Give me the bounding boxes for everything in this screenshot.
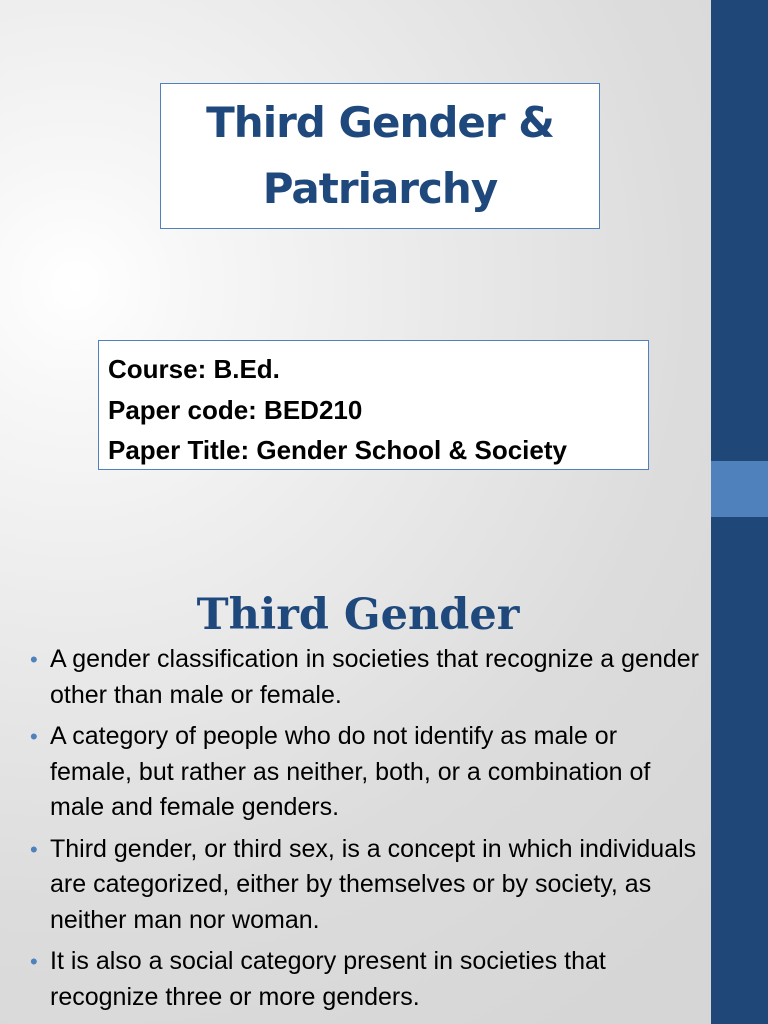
bullet-icon: • bbox=[30, 836, 38, 862]
course-label: Course: B.Ed. bbox=[108, 354, 280, 384]
bullet-icon: • bbox=[30, 647, 38, 672]
bullet-text: A category of people who do not identify as male or female, but rather as neither, both, or a combination of male and female genders. bbox=[50, 722, 651, 821]
bullet-icon: • bbox=[30, 949, 38, 974]
paper-title-label: Paper Title: Gender School & Society bbox=[108, 435, 567, 465]
list-item bbox=[30, 944, 705, 1015]
bullet-text: It is also a social category present in societies that recognize three or more genders. bbox=[50, 947, 606, 1011]
list-item bbox=[30, 642, 705, 713]
title-box bbox=[160, 83, 600, 229]
bullet-icon: • bbox=[30, 724, 38, 749]
bullet-list bbox=[30, 642, 705, 1021]
bullet-text: Third gender, or third sex, is a concept in which individuals are categorized, either by themselves or by society, as neither man nor woman. bbox=[50, 834, 697, 934]
page-title: Third Gender & Patriarchy bbox=[206, 98, 554, 213]
list-item bbox=[30, 719, 705, 826]
course-info-box bbox=[98, 340, 649, 470]
section-heading: Third Gender bbox=[196, 590, 520, 640]
bullet-text: A gender classification in societies that recognize a gender other than male or female. bbox=[50, 645, 699, 709]
side-accent-highlight bbox=[711, 461, 768, 517]
list-item bbox=[30, 832, 705, 939]
paper-code-label: Paper code: BED210 bbox=[108, 394, 363, 425]
